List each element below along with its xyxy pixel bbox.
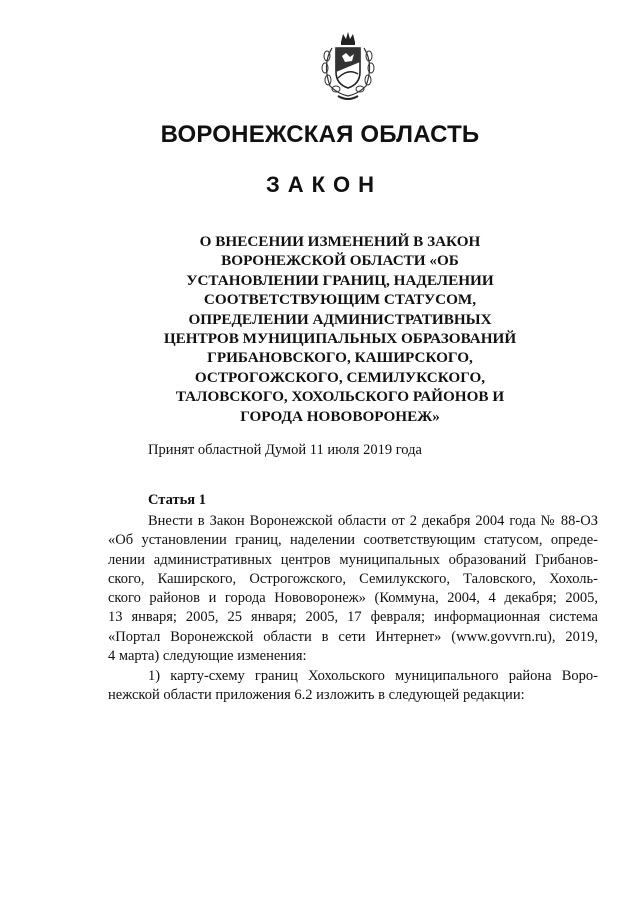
- coat-of-arms-icon: [308, 28, 388, 104]
- law-title-line: ЦЕНТРОВ МУНИЦИПАЛЬНЫХ ОБРАЗОВАНИЙ: [163, 330, 517, 348]
- law-title: [140, 232, 540, 426]
- paragraph-line: ского районов и города Нововоронеж» (Коммуна, 2004, 4 декабря; 2005,: [108, 590, 598, 607]
- law-title-line: ТАЛОВСКОГО, ХОХОЛЬСКОГО РАЙОНОВ И: [175, 388, 505, 406]
- law-title-line: ОСТРОГОЖСКОГО, СЕМИЛУКСКОГО,: [194, 368, 486, 386]
- paragraph-line: 1) карту-схему границ Хохольского муниципального района Воро-: [148, 668, 598, 684]
- article-paragraph: [108, 512, 598, 666]
- article-heading: Статья 1: [148, 492, 206, 508]
- paragraph-line: «Об установлении границ, наделении соответствующим статусом, опреде-: [108, 532, 598, 549]
- paragraph-line: «Портал Воронежской области в сети Интернет» (www.govvrn.ru), 2019,: [108, 628, 598, 645]
- paragraph-line: 4 марта) следующие изменения:: [108, 648, 307, 665]
- list-item-paragraph: [108, 667, 598, 706]
- law-title-line: СООТВЕТСТВУЮЩИМ СТАТУСОМ,: [203, 291, 477, 309]
- law-title-line: ГОРОДА НОВОВОРОНЕЖ»: [240, 407, 440, 425]
- law-title-line: ОПРЕДЕЛЕНИИ АДМИНИСТРАТИВНЫХ: [188, 310, 492, 328]
- region-title: ВОРОНЕЖСКАЯ ОБЛАСТЬ: [160, 121, 480, 148]
- document-type: ЗАКОН: [265, 172, 383, 197]
- paragraph-line: ского, Каширского, Острогожского, Семилукского, Таловского, Хохоль-: [108, 570, 598, 587]
- law-title-line: УСТАНОВЛЕНИИ ГРАНИЦ, НАДЕЛЕНИИ: [186, 271, 494, 289]
- paragraph-line: 13 января; 2005, 25 января; 2005, 17 февраля; информационная система: [108, 609, 598, 626]
- adoption-note: Принят областной Думой 11 июля 2019 года: [148, 442, 422, 458]
- law-title-line: ГРИБАНОВСКОГО, КАШИРСКОГО,: [207, 349, 473, 367]
- law-title-line: ВОРОНЕЖСКОЙ ОБЛАСТИ «ОБ: [221, 252, 459, 270]
- paragraph-line: нежской области приложения 6.2 изложить в следующей редакции:: [108, 687, 525, 704]
- paragraph-line: лении административных центров муниципальных образований Грибанов-: [108, 551, 598, 568]
- law-title-line: О ВНЕСЕНИИ ИЗМЕНЕНИЙ В ЗАКОН: [199, 233, 481, 250]
- paragraph-line: Внести в Закон Воронежской области от 2 декабря 2004 года № 88-ОЗ: [148, 513, 598, 529]
